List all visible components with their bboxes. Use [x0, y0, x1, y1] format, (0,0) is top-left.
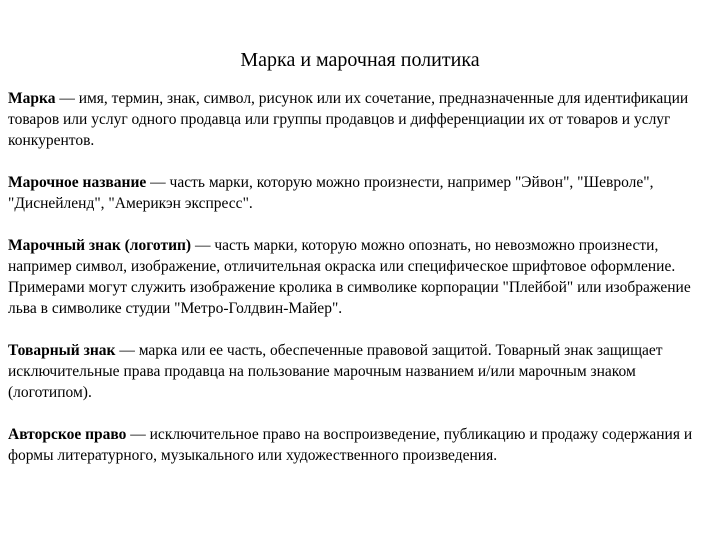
- definitions-list: [8, 88, 708, 487]
- definition-text-copyright: — исключительное право на воспроизведение, публикацию и продажу содержания и формы литературного, музыкального или художественного произведения.: [8, 426, 693, 464]
- definition-brand-name: [8, 172, 708, 214]
- term-marka: Марка: [8, 90, 56, 107]
- term-brand-name: Марочное название: [8, 174, 147, 191]
- definition-marka: [8, 88, 708, 151]
- definition-text-brand-mark: — часть марки, которую можно опознать, но невозможно произнести, например символ, изображение, отличительная окраска или специфическое шрифтовое оформление. Примерами могут служить изображение кролика в символике корпорации "Плейбой" или изображение льва в символике студии "Метро-Голдвин-Майер".: [8, 237, 691, 317]
- definition-text-marka: — имя, термин, знак, символ, рисунок или их сочетание, предназначенные для идентификации товаров или услуг одного продавца или группы продавцов и дифференциации их от товаров и услуг конкурентов.: [8, 90, 689, 149]
- definition-copyright: [8, 424, 708, 466]
- term-brand-mark: Марочный знак (логотип): [8, 237, 192, 254]
- slide-title: Марка и марочная политика: [240, 49, 480, 71]
- definition-brand-mark: [8, 235, 708, 319]
- definition-text-brand-name: — часть марки, которую можно произнести, например "Эйвон", "Шевроле", "Диснейленд", "Америкэн экспресс".: [8, 174, 654, 212]
- definition-text-trademark: — марка или ее часть, обеспеченные правовой защитой. Товарный знак защищает исключительные права продавца на пользование марочным названием и/или марочным знаком (логотипом).: [8, 342, 663, 401]
- definition-trademark: [8, 340, 708, 403]
- term-trademark: Товарный знак: [8, 342, 116, 359]
- term-copyright: Авторское право: [8, 426, 127, 443]
